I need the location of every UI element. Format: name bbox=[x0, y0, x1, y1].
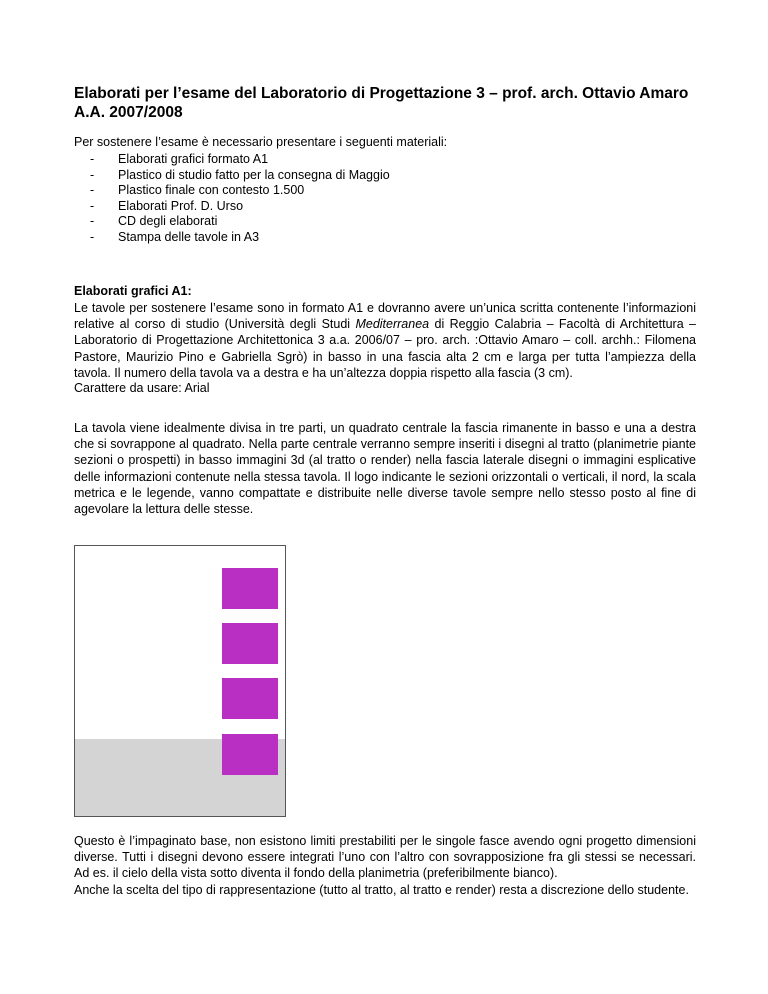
list-item bbox=[74, 230, 714, 246]
list-item-text: Elaborati grafici formato A1 bbox=[118, 152, 269, 166]
section-heading: Elaborati grafici A1: bbox=[74, 284, 192, 298]
paragraph-format bbox=[74, 300, 696, 381]
side-block bbox=[222, 623, 278, 664]
paragraph-notes-text: Questo è l’impaginato base, non esistono limiti prestabiliti per le singole fasce avendo ogni progetto dimensioni diverse. Tutti i disegni devono essere integrati l’uno con l’altro con sovrapposizione fra gli stessi se necessari. Ad es. il cielo della vista sotto diventa il fondo della planimetria (preferibilmente bianco). bbox=[74, 834, 696, 881]
list-item-text: Plastico finale con contesto 1.500 bbox=[118, 183, 305, 198]
title-line-1: Elaborati per l’esame del Laboratorio di Progettazione 3 – prof. arch. Ottavio Amaro bbox=[74, 85, 689, 102]
font-note: Carattere da usare: Arial bbox=[74, 381, 210, 395]
list-dash: - bbox=[90, 183, 95, 198]
side-block bbox=[222, 568, 278, 609]
list-item bbox=[74, 183, 714, 199]
side-block bbox=[222, 734, 278, 775]
list-item bbox=[74, 168, 714, 184]
title-line-2: A.A. 2007/2008 bbox=[74, 104, 183, 121]
list-dash: - bbox=[90, 214, 95, 229]
list-item bbox=[74, 214, 714, 230]
list-dash: - bbox=[90, 229, 95, 244]
paragraph-layout: La tavola viene idealmente divisa in tre parti, un quadrato centrale la fascia rimanente in basso e una a destra che si sovrappone al quadrato. Nella parte centrale verranno sempre inseriti i disegni al tratto (planimetrie piante sezioni o prospetti) in basso immagini 3d (al tratto o render) nella fascia laterale disegni o immagini esplicative delle informazioni contenute nella stessa tavola. Il logo indicante le sezioni orizzontali o verticali, il nord, la scala metrica e le legende, vanno compattate e distribuite nelle diverse tavole sempre nello stesso posto al fine di agevolare la lettura delle stesse. bbox=[74, 421, 696, 517]
intro-text: Per sostenere l’esame è necessario presentare i seguenti materiali: bbox=[74, 135, 448, 149]
list-dash: - bbox=[90, 198, 95, 213]
list-item-text: CD degli elaborati bbox=[118, 214, 218, 229]
list-item-text: Elaborati Prof. D. Urso bbox=[118, 198, 244, 213]
paragraph-format-italic: Mediterranea bbox=[355, 317, 430, 332]
materials-list bbox=[74, 152, 714, 246]
side-block bbox=[222, 678, 278, 719]
list-item-text: Plastico di studio fatto per la consegna di Maggio bbox=[118, 167, 390, 182]
layout-diagram bbox=[74, 545, 286, 817]
list-dash: - bbox=[90, 167, 95, 182]
paragraph-format-part-1: Le tavole per sostenere l’esame sono in formato A1 e dovranno avere un’unica scritta contenente l’informazioni relative al corso di studio (Università degli Studi bbox=[74, 301, 696, 332]
list-item bbox=[74, 199, 714, 215]
paragraph-format-part-2: di Reggio Calabria – Facoltà di Architettura – Laboratorio di Progettazione Architettonica 3 a.a. 2006/07 – pro. arch. :Ottavio Amaro – coll. archh.: Filomena Pastore, Maurizio Pino e Gabriella Sgrò) in basso in una fascia alta 2 cm e larga per tutta l’ampiezza della tavola. Il numero della tavola va a destra e ha un’altezza doppia rispetto alla fascia (3 cm). bbox=[74, 317, 696, 380]
document-title bbox=[74, 84, 714, 122]
list-item-text: Stampa delle tavole in A3 bbox=[118, 229, 260, 244]
list-dash: - bbox=[90, 152, 95, 166]
paragraph-representation: Anche la scelta del tipo di rappresentazione (tutto al tratto, al tratto e render) resta a discrezione dello studente. bbox=[74, 882, 689, 897]
paragraph-notes bbox=[74, 833, 696, 898]
list-item bbox=[74, 152, 714, 168]
